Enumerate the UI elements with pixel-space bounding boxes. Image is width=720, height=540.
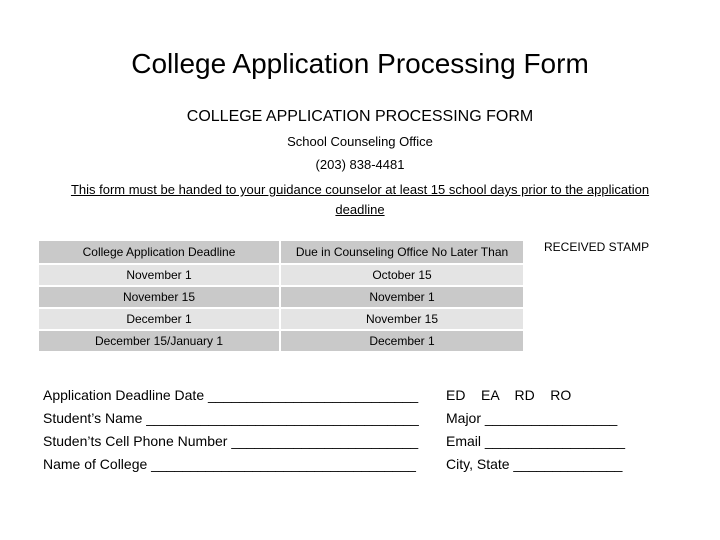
application-detail-fields bbox=[446, 384, 625, 476]
counseling-office: School Counseling Office bbox=[287, 134, 433, 149]
table-row bbox=[39, 265, 523, 285]
form-title: COLLEGE APPLICATION PROCESSING FORM bbox=[186, 108, 534, 125]
slide-title: College Application Processing Form bbox=[131, 48, 589, 79]
deadline-cell: November 15 bbox=[39, 287, 279, 307]
deadline-table bbox=[37, 239, 525, 353]
decision-type-options[interactable]: ED EA RD RO bbox=[446, 387, 572, 403]
deadline-cell: December 15/January 1 bbox=[39, 331, 279, 351]
table-header-row bbox=[39, 241, 523, 263]
table-row bbox=[39, 331, 523, 351]
city-state-field[interactable]: City, State ______________ bbox=[446, 456, 623, 472]
table-row bbox=[39, 309, 523, 329]
student-cell-phone-field[interactable]: Studen’ts Cell Phone Number ________________________ bbox=[43, 433, 419, 449]
deadline-cell: December 1 bbox=[39, 309, 279, 329]
student-fields bbox=[43, 384, 419, 476]
due-date-cell: October 15 bbox=[281, 265, 523, 285]
deadline-cell: November 1 bbox=[39, 265, 279, 285]
college-name-field[interactable]: Name of College __________________________________ bbox=[43, 456, 416, 472]
received-stamp-label: RECEIVED STAMP bbox=[544, 240, 650, 254]
due-date-cell: December 1 bbox=[281, 331, 523, 351]
major-field[interactable]: Major _________________ bbox=[446, 410, 618, 426]
submission-notice: This form must be handed to your guidance counselor at least 15 school days prior to the application deadline bbox=[70, 182, 650, 217]
email-field[interactable]: Email __________________ bbox=[446, 433, 626, 449]
header-application-deadline: College Application Deadline bbox=[39, 241, 279, 263]
due-date-cell: November 15 bbox=[281, 309, 523, 329]
header-due-in-office: Due in Counseling Office No Later Than bbox=[281, 241, 523, 263]
office-phone: (203) 838-4481 bbox=[315, 157, 405, 172]
due-date-cell: November 1 bbox=[281, 287, 523, 307]
table-row bbox=[39, 287, 523, 307]
student-name-field[interactable]: Student’s Name ___________________________________ bbox=[43, 410, 419, 426]
application-deadline-date-field[interactable]: Application Deadline Date ___________________________ bbox=[43, 387, 419, 403]
